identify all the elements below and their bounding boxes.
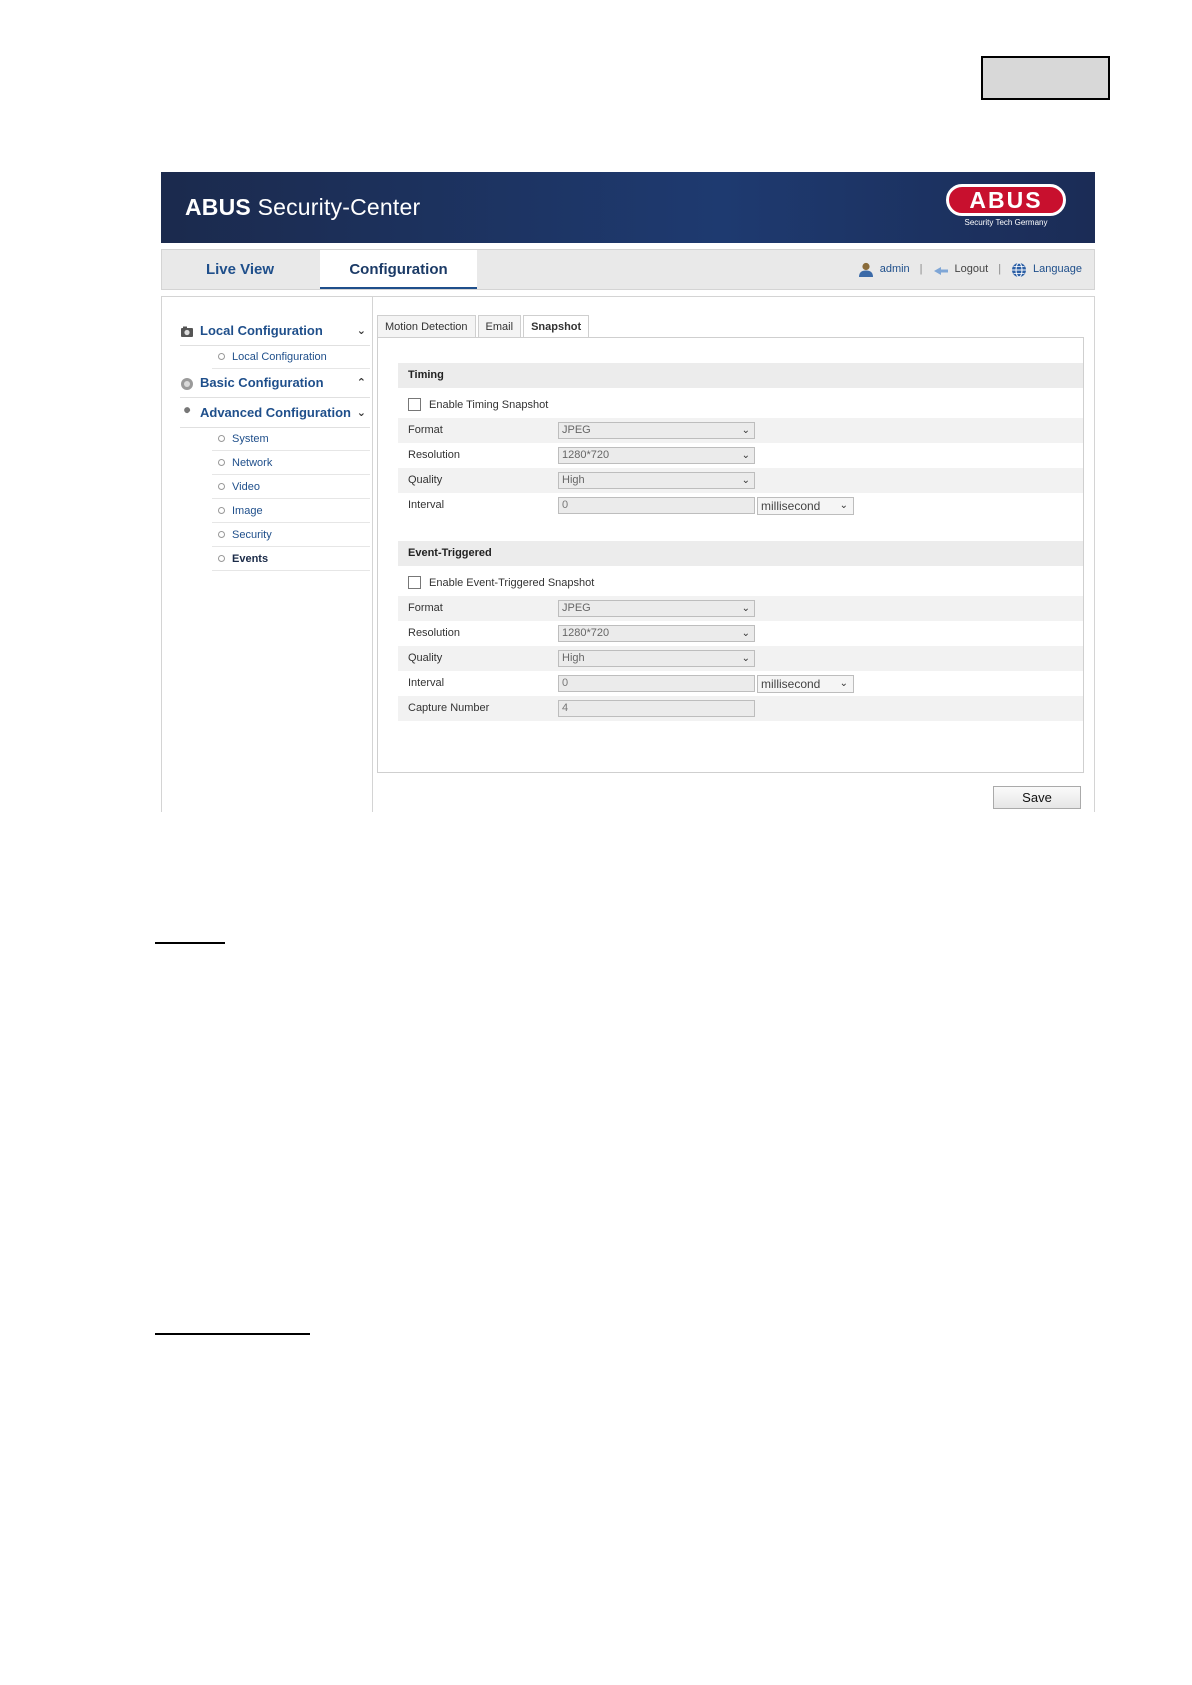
user-menu xyxy=(858,250,1082,289)
section-heading-underline xyxy=(155,942,225,944)
sidebar-local-configuration[interactable] xyxy=(180,317,370,346)
save-button[interactable]: Save xyxy=(993,786,1081,809)
bullet-icon xyxy=(218,531,225,538)
timing-quality-row xyxy=(398,468,1083,493)
enable-event-snapshot-checkbox[interactable] xyxy=(408,576,421,589)
timing-interval-unit-select[interactable] xyxy=(757,497,854,515)
enable-event-snapshot-row xyxy=(408,573,594,593)
sidebar-item-video[interactable] xyxy=(212,476,370,499)
sidebar-item-image[interactable] xyxy=(212,500,370,523)
event-resolution-row xyxy=(398,621,1083,646)
bullet-icon xyxy=(218,435,225,442)
wrench-icon xyxy=(180,407,194,421)
sidebar-item-label: Events xyxy=(232,553,269,565)
sidebar-item-local-configuration[interactable] xyxy=(212,346,370,369)
subtab-bar xyxy=(377,315,591,337)
event-interval-unit-select[interactable] xyxy=(757,675,854,693)
event-resolution-value: 1280*720 xyxy=(562,627,610,639)
tab-motion-detection[interactable]: Motion Detection xyxy=(377,315,476,338)
bullet-icon xyxy=(218,555,225,562)
page-number-box xyxy=(981,56,1110,100)
event-format-value: JPEG xyxy=(562,602,591,614)
event-interval-unit-value: millisecond xyxy=(761,677,821,691)
timing-quality-value: High xyxy=(562,474,585,486)
sidebar-item-label: Network xyxy=(232,457,273,469)
timing-interval-input[interactable]: 0 xyxy=(558,497,755,514)
sidebar-item-label: Image xyxy=(232,505,263,517)
web-ui-screenshot xyxy=(161,172,1095,812)
sidebar-item-label: Video xyxy=(232,481,260,493)
event-interval-input[interactable]: 0 xyxy=(558,675,755,692)
event-capture-number-row xyxy=(398,696,1083,721)
chevron-down-icon: ⌄ xyxy=(741,628,750,639)
chevron-down-icon: ⌄ xyxy=(741,603,750,614)
snapshot-panel xyxy=(377,337,1084,773)
user-icon xyxy=(858,262,874,277)
tab-live-view[interactable]: Live View xyxy=(205,261,275,278)
chevron-up-icon[interactable]: ⌃ xyxy=(356,377,366,389)
sidebar xyxy=(162,297,373,812)
chevron-down-icon: ⌄ xyxy=(741,450,750,461)
chevron-down-icon: ⌄ xyxy=(741,425,750,436)
timing-format-label: Format xyxy=(408,424,443,436)
timing-format-row xyxy=(398,418,1083,443)
tab-email[interactable]: Email xyxy=(478,315,522,338)
sidebar-basic-label: Basic Configuration xyxy=(200,375,324,390)
bullet-icon xyxy=(218,483,225,490)
event-format-label: Format xyxy=(408,602,443,614)
chevron-down-icon: ⌄ xyxy=(741,475,750,486)
tab-snapshot[interactable]: Snapshot xyxy=(523,315,589,339)
globe-icon xyxy=(1011,262,1027,278)
timing-format-value: JPEG xyxy=(562,424,591,436)
event-interval-row xyxy=(398,671,1083,696)
chevron-down-icon: ⌄ xyxy=(839,678,848,689)
timing-format-select[interactable] xyxy=(558,422,755,439)
main-area xyxy=(161,296,1095,812)
sidebar-item-label: Security xyxy=(232,529,272,541)
event-resolution-label: Resolution xyxy=(408,627,460,639)
event-quality-value: High xyxy=(562,652,585,664)
timing-resolution-row xyxy=(398,443,1083,468)
camera-settings-icon xyxy=(180,325,194,339)
user-name[interactable]: admin xyxy=(879,263,910,275)
logout-icon xyxy=(933,264,949,276)
sidebar-advanced-label: Advanced Configuration xyxy=(200,405,351,420)
sidebar-item-network[interactable] xyxy=(212,452,370,475)
timing-section-heading: Timing xyxy=(398,363,1083,388)
event-capture-number-input[interactable]: 4 xyxy=(558,700,755,717)
gear-icon xyxy=(180,377,194,391)
sidebar-item-events[interactable] xyxy=(212,548,370,571)
language-link[interactable]: Language xyxy=(1033,263,1082,275)
event-format-row xyxy=(398,596,1083,621)
sidebar-item-security[interactable] xyxy=(212,524,370,547)
sidebar-basic-configuration[interactable] xyxy=(180,369,370,398)
event-interval-label: Interval xyxy=(408,677,445,689)
timing-quality-select[interactable] xyxy=(558,472,755,489)
top-nav xyxy=(161,249,1095,290)
timing-interval-unit-value: millisecond xyxy=(761,499,821,513)
sidebar-item-label: Local Configuration xyxy=(232,351,327,363)
enable-timing-snapshot-checkbox[interactable] xyxy=(408,398,421,411)
sidebar-item-system[interactable] xyxy=(212,428,370,451)
tab-configuration[interactable]: Configuration xyxy=(320,250,477,289)
content-pane xyxy=(373,297,1094,812)
event-quality-label: Quality xyxy=(408,652,443,664)
section-heading-underline xyxy=(155,1333,310,1335)
separator: | xyxy=(919,263,923,275)
sidebar-item-label: System xyxy=(232,433,269,445)
event-triggered-section-heading: Event-Triggered xyxy=(398,541,1083,566)
app-title: ABUS Security-Center xyxy=(185,194,421,220)
chevron-down-icon: ⌄ xyxy=(839,500,848,511)
timing-quality-label: Quality xyxy=(408,474,443,486)
bullet-icon xyxy=(218,459,225,466)
chevron-down-icon: ⌄ xyxy=(741,653,750,664)
timing-resolution-label: Resolution xyxy=(408,449,460,461)
timing-resolution-select[interactable] xyxy=(558,447,755,464)
bullet-icon xyxy=(218,353,225,360)
timing-resolution-value: 1280*720 xyxy=(562,449,610,461)
sidebar-local-label: Local Configuration xyxy=(200,323,323,338)
enable-event-snapshot-label: Enable Event-Triggered Snapshot xyxy=(429,577,595,589)
event-capture-number-label: Capture Number xyxy=(408,702,490,714)
enable-timing-snapshot-label: Enable Timing Snapshot xyxy=(429,399,549,411)
logo-tagline: Security Tech Germany xyxy=(964,218,1048,227)
sidebar-advanced-configuration[interactable] xyxy=(180,399,370,428)
event-format-select[interactable] xyxy=(558,600,755,617)
chevron-down-icon[interactable]: ⌄ xyxy=(356,407,366,419)
bullet-icon xyxy=(218,507,225,514)
enable-timing-snapshot-row xyxy=(408,395,548,415)
abus-logo xyxy=(941,182,1071,230)
timing-interval-row xyxy=(398,493,1083,518)
event-resolution-select[interactable] xyxy=(558,625,755,642)
event-quality-row xyxy=(398,646,1083,671)
logo-wordmark: ABUS xyxy=(946,184,1066,216)
header-banner xyxy=(161,172,1095,243)
separator: | xyxy=(998,263,1002,275)
event-quality-select[interactable] xyxy=(558,650,755,667)
chevron-down-icon[interactable]: ⌄ xyxy=(356,325,366,337)
logout-link[interactable]: Logout xyxy=(954,263,989,275)
timing-interval-label: Interval xyxy=(408,499,445,511)
